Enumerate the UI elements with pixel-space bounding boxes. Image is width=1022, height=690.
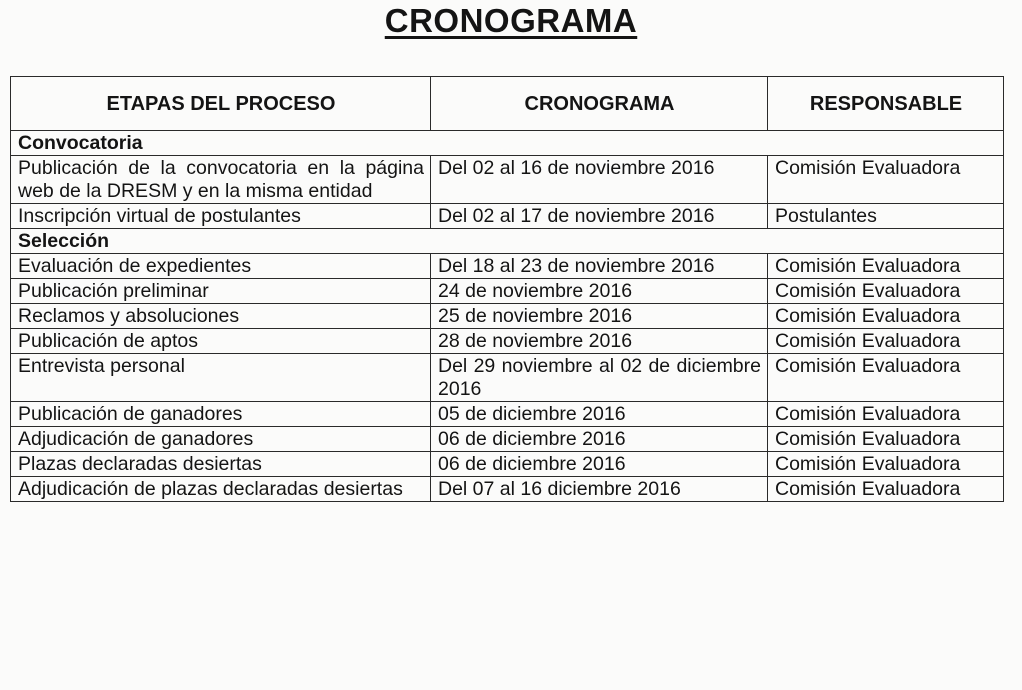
table-row <box>11 254 1004 279</box>
cronograma-cell: Del 07 al 16 diciembre 2016 <box>431 477 768 502</box>
table-row <box>11 427 1004 452</box>
cronograma-cell: Del 29 noviembre al 02 de diciembre 2016 <box>431 354 768 402</box>
table-row <box>11 156 1004 204</box>
table-row <box>11 452 1004 477</box>
cronograma-cell: 05 de diciembre 2016 <box>431 402 768 427</box>
header-cronograma: CRONOGRAMA <box>431 77 768 131</box>
cronograma-cell: Del 18 al 23 de noviembre 2016 <box>431 254 768 279</box>
cronograma-cell: 25 de noviembre 2016 <box>431 304 768 329</box>
table-row <box>11 279 1004 304</box>
cronograma-cell: 06 de diciembre 2016 <box>431 452 768 477</box>
responsable-cell: Comisión Evaluadora <box>768 304 1004 329</box>
header-etapas: ETAPAS DEL PROCESO <box>11 77 431 131</box>
cronograma-cell: Del 02 al 16 de noviembre 2016 <box>431 156 768 204</box>
table-row <box>11 304 1004 329</box>
schedule-table <box>10 76 1004 502</box>
etapa-cell: Evaluación de expedientes <box>11 254 431 279</box>
responsable-cell: Comisión Evaluadora <box>768 254 1004 279</box>
etapa-cell: Publicación de la convocatoria en la página web de la DRESM y en la misma entidad <box>11 156 431 204</box>
etapa-cell: Publicación de aptos <box>11 329 431 354</box>
section-row-seleccion <box>11 229 1004 254</box>
cronograma-cell: 24 de noviembre 2016 <box>431 279 768 304</box>
etapa-cell: Plazas declaradas desiertas <box>11 452 431 477</box>
etapa-cell: Publicación preliminar <box>11 279 431 304</box>
table-row <box>11 402 1004 427</box>
responsable-cell: Postulantes <box>768 204 1004 229</box>
section-label: Convocatoria <box>11 131 1004 156</box>
etapa-cell: Adjudicación de ganadores <box>11 427 431 452</box>
table-row <box>11 354 1004 402</box>
responsable-cell: Comisión Evaluadora <box>768 354 1004 402</box>
etapa-cell: Inscripción virtual de postulantes <box>11 204 431 229</box>
responsable-cell: Comisión Evaluadora <box>768 329 1004 354</box>
responsable-cell: Comisión Evaluadora <box>768 452 1004 477</box>
section-row-convocatoria <box>11 131 1004 156</box>
cronograma-cell: 06 de diciembre 2016 <box>431 427 768 452</box>
responsable-cell: Comisión Evaluadora <box>768 402 1004 427</box>
etapa-cell: Reclamos y absoluciones <box>11 304 431 329</box>
table-row <box>11 204 1004 229</box>
responsable-cell: Comisión Evaluadora <box>768 279 1004 304</box>
cronograma-cell: 28 de noviembre 2016 <box>431 329 768 354</box>
section-label: Selección <box>11 229 1004 254</box>
responsable-cell: Comisión Evaluadora <box>768 427 1004 452</box>
etapa-cell: Entrevista personal <box>11 354 431 402</box>
etapa-cell: Publicación de ganadores <box>11 402 431 427</box>
cronograma-cell: Del 02 al 17 de noviembre 2016 <box>431 204 768 229</box>
responsable-cell: Comisión Evaluadora <box>768 156 1004 204</box>
header-responsable: RESPONSABLE <box>768 77 1004 131</box>
table-row <box>11 329 1004 354</box>
table-row <box>11 477 1004 502</box>
document-title: CRONOGRAMA <box>384 2 638 39</box>
responsable-cell: Comisión Evaluadora <box>768 477 1004 502</box>
etapa-cell: Adjudicación de plazas declaradas desiertas <box>11 477 431 502</box>
table-header-row <box>11 77 1004 131</box>
